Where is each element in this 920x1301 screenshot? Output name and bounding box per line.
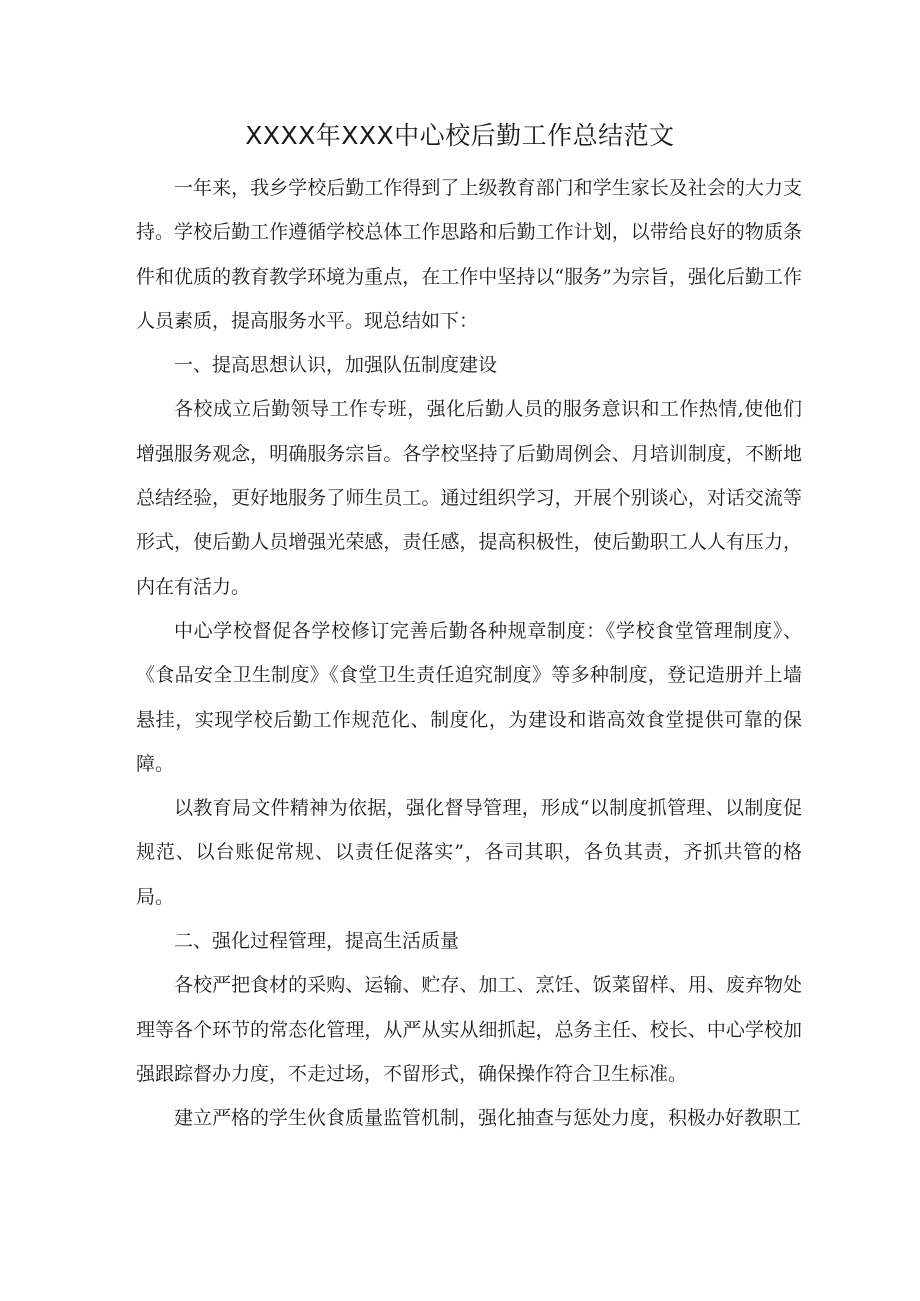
paragraph: 各校严把食材的采购、运输、贮存、加工、烹饪、饭菜留样、用、废弃物处理等各个环节的常态化管理，从严从实从细抓起，总务主任、校长、中心学校加强跟踪督办力度，不走过场，不留形式，确保操作符合卫生标准。 xyxy=(136,974,802,1085)
paragraph: 各校成立后勤领导工作专班，强化后勤人员的服务意识和工作热情,使他们增强服务观念，明确服务宗旨。各学校坚持了后勤周例会、月培训制度，不断地总结经验，更好地服务了师生员工。通过组织学习，开展个别谈心，对话交流等形式，使后勤人员增强光荣感，责任感，提高积极性，使后勤职工人人有压力，内在有活力。 xyxy=(136,398,802,598)
document-body xyxy=(136,166,802,1141)
paragraph: 中心学校督促各学校修订完善后勤各种规章制度：《学校食堂管理制度》、《食品安全卫生制度》《食堂卫生责任追究制度》等多种制度，登记造册并上墙悬挂，实现学校后勤工作规范化、制度化，为建设和谐高效食堂提供可靠的保障。 xyxy=(136,619,802,775)
paragraph: 建立严格的学生伙食质量监管机制，强化抽查与惩处力度，积极办好教职工 xyxy=(174,1107,802,1130)
paragraph: 以教育局文件精神为依据，强化督导管理，形成“以制度抓管理、以制度促规范、以台账促常规、以责任促落实”，各司其职，各负其责，齐抓共管的格局。 xyxy=(136,797,802,908)
section-heading-1: 一、提高思想认识，加强队伍制度建设 xyxy=(174,354,498,377)
document-title: XXXX年XXX中心校后勤工作总结范文 xyxy=(245,121,675,150)
paragraph-intro: 一年来，我乡学校后勤工作得到了上级教育部门和学生家长及社会的大力支持。学校后勤工作遵循学校总体工作思路和后勤工作计划，以带给良好的物质条件和优质的教育教学环境为重点，在工作中坚持以“服务”为宗旨，强化后勤工作人员素质，提高服务水平。现总结如下： xyxy=(136,177,802,332)
section-heading-2: 二、强化过程管理，提高生活质量 xyxy=(174,930,460,953)
